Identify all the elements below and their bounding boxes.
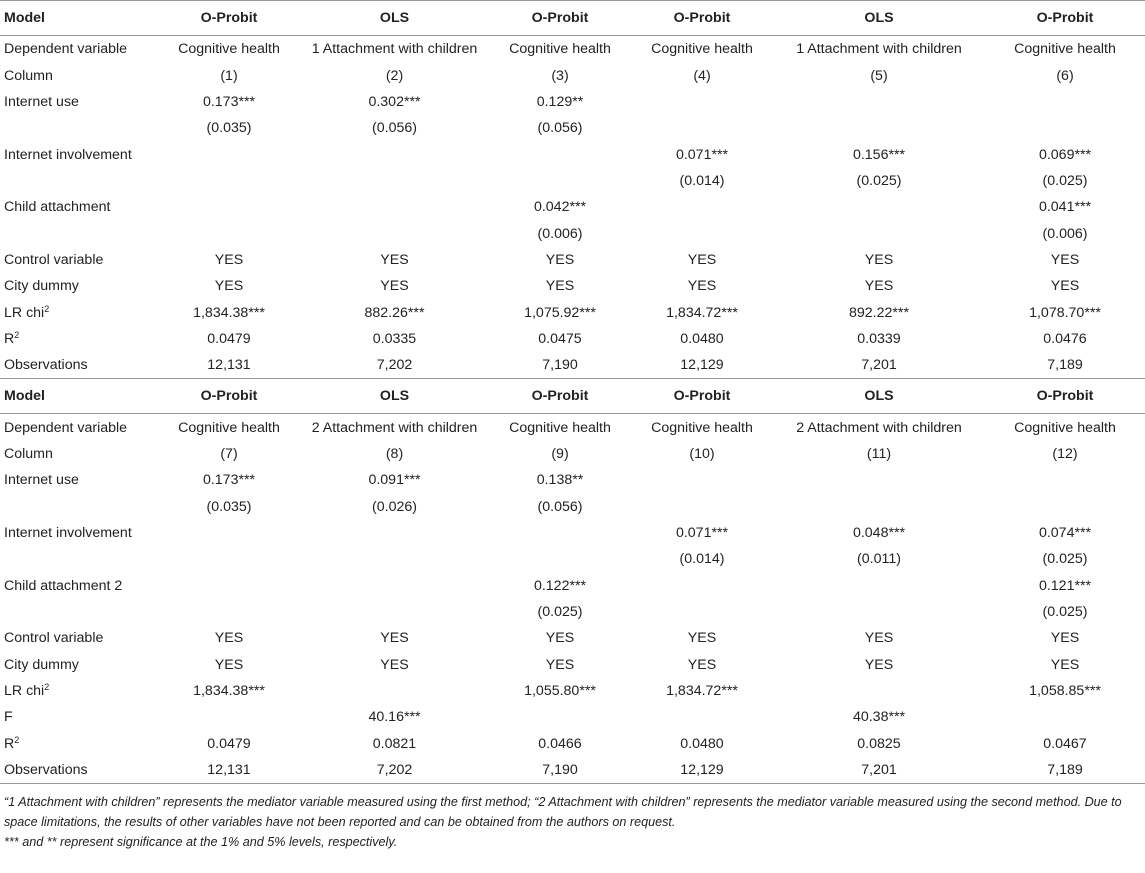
model-label: Model bbox=[4, 388, 45, 405]
value-cell: 0.042*** bbox=[533, 199, 587, 216]
model-type-cell: O-Probit bbox=[158, 1, 300, 36]
row-label-text: City dummy bbox=[4, 656, 79, 673]
value-cell bbox=[985, 467, 1145, 493]
value-cell: YES bbox=[214, 656, 244, 673]
value-cell: 882.26*** bbox=[364, 304, 425, 321]
value-cell: (0.035) bbox=[206, 498, 252, 515]
value-cell: 1,834.72*** bbox=[666, 304, 738, 321]
value-cell: 0.069*** bbox=[1038, 146, 1092, 163]
value-cell bbox=[773, 599, 985, 625]
value-cell: (0.035) bbox=[206, 120, 252, 137]
value-cell bbox=[489, 546, 631, 572]
row-label-text: Dependent variable bbox=[4, 419, 128, 436]
value-cell: 7,201 bbox=[773, 757, 985, 784]
row-label bbox=[0, 573, 158, 599]
value-cell: 0.071*** bbox=[675, 525, 729, 542]
value-cell bbox=[158, 599, 300, 625]
value-cell: (7) bbox=[220, 445, 238, 462]
superscript-two: 2 bbox=[14, 329, 20, 340]
row-label bbox=[0, 299, 158, 325]
row-label-text: Internet use bbox=[4, 93, 79, 110]
value-cell bbox=[158, 520, 300, 546]
row-label-text: Child attachment 2 bbox=[4, 577, 123, 594]
value-cell: YES bbox=[380, 630, 409, 647]
row-label-text: Child attachment bbox=[4, 199, 111, 216]
value-cell: 7,202 bbox=[376, 357, 413, 374]
table-row bbox=[0, 62, 1145, 88]
value-cell: (10) bbox=[689, 445, 715, 462]
value-cell bbox=[631, 194, 773, 220]
value-cell bbox=[300, 546, 489, 572]
table-footnotes bbox=[4, 792, 1140, 852]
value-cell: 1,834.38*** bbox=[193, 683, 265, 700]
table-row bbox=[0, 625, 1145, 651]
value-cell: 12,129 bbox=[631, 757, 773, 784]
value-cell: YES bbox=[687, 656, 717, 673]
value-cell bbox=[631, 115, 773, 141]
value-cell: (11) bbox=[866, 445, 892, 462]
value-cell bbox=[300, 220, 489, 246]
value-cell: YES bbox=[864, 251, 894, 268]
value-cell: 0.074*** bbox=[1038, 525, 1092, 542]
value-cell bbox=[773, 678, 985, 704]
value-cell: 7,190 bbox=[489, 757, 631, 784]
value-cell bbox=[631, 89, 773, 115]
row-label bbox=[0, 599, 158, 625]
value-cell: 0.0467 bbox=[1043, 735, 1087, 752]
value-cell: 0.0335 bbox=[372, 330, 417, 347]
row-label-text: R bbox=[4, 330, 15, 347]
table-row bbox=[0, 352, 1145, 379]
value-cell bbox=[489, 168, 631, 194]
value-cell: 40.16*** bbox=[368, 709, 421, 726]
table-row bbox=[0, 494, 1145, 520]
value-cell: 2 Attachment with children bbox=[311, 419, 478, 436]
value-cell: YES bbox=[864, 278, 894, 295]
table-row bbox=[0, 36, 1145, 63]
value-cell: 1,834.38*** bbox=[193, 304, 265, 321]
value-cell: (1) bbox=[220, 67, 238, 84]
value-cell: 0.071*** bbox=[675, 146, 729, 163]
value-cell: 0.0475 bbox=[538, 330, 582, 347]
row-label-text: Internet use bbox=[4, 472, 79, 489]
value-cell: 1,075.92*** bbox=[524, 304, 596, 321]
value-cell bbox=[158, 141, 300, 167]
value-cell: 0.173*** bbox=[202, 472, 256, 489]
table-row bbox=[0, 441, 1145, 467]
row-label bbox=[0, 494, 158, 520]
value-cell: (0.014) bbox=[679, 172, 725, 189]
row-label-text: Control variable bbox=[4, 251, 104, 268]
value-cell: 7,189 bbox=[985, 757, 1145, 784]
value-cell: 1,058.85*** bbox=[1029, 683, 1101, 700]
value-cell: 0.129** bbox=[536, 93, 584, 110]
superscript-two: 2 bbox=[44, 303, 50, 314]
value-cell: (0.025) bbox=[856, 172, 902, 189]
row-label bbox=[0, 115, 158, 141]
value-cell: (0.025) bbox=[1042, 551, 1088, 568]
value-cell bbox=[773, 115, 985, 141]
row-label-text: Dependent variable bbox=[4, 41, 128, 58]
table-row bbox=[0, 731, 1145, 757]
value-cell: Cognitive health bbox=[651, 41, 753, 58]
value-cell: (4) bbox=[693, 67, 711, 84]
table-row bbox=[0, 194, 1145, 220]
value-cell: 0.0821 bbox=[372, 735, 417, 752]
model-type-cell: O-Probit bbox=[489, 1, 631, 36]
value-cell: (12) bbox=[1052, 445, 1078, 462]
value-cell: (0.025) bbox=[537, 604, 583, 621]
value-cell: YES bbox=[380, 251, 409, 268]
value-cell bbox=[631, 494, 773, 520]
value-cell bbox=[631, 220, 773, 246]
table-row bbox=[0, 520, 1145, 546]
value-cell: 7,190 bbox=[542, 357, 578, 374]
value-cell: 1 Attachment with children bbox=[311, 41, 478, 58]
row-label-text: Observations bbox=[4, 357, 88, 374]
value-cell: (5) bbox=[870, 67, 888, 84]
value-cell bbox=[773, 220, 985, 246]
value-cell: (0.056) bbox=[537, 120, 583, 137]
row-label-text: R bbox=[4, 735, 15, 752]
value-cell bbox=[631, 467, 773, 493]
value-cell: (0.011) bbox=[857, 551, 901, 568]
row-label bbox=[0, 441, 158, 467]
value-cell: 1,834.72*** bbox=[666, 683, 738, 700]
value-cell bbox=[985, 115, 1145, 141]
value-cell: 0.121*** bbox=[1038, 577, 1092, 594]
value-cell: YES bbox=[1050, 251, 1080, 268]
table-row bbox=[0, 220, 1145, 246]
value-cell bbox=[773, 494, 985, 520]
value-cell bbox=[631, 573, 773, 599]
row-label bbox=[0, 194, 158, 220]
row-label bbox=[0, 652, 158, 678]
value-cell bbox=[631, 704, 773, 730]
value-cell: YES bbox=[380, 278, 409, 295]
value-cell bbox=[489, 141, 631, 167]
value-cell: YES bbox=[545, 278, 575, 295]
value-cell: YES bbox=[687, 251, 717, 268]
table-row bbox=[0, 247, 1145, 273]
value-cell: 0.122*** bbox=[533, 577, 587, 594]
row-label bbox=[0, 168, 158, 194]
value-cell: 0.0480 bbox=[680, 735, 724, 752]
value-cell bbox=[631, 599, 773, 625]
row-label-text: Column bbox=[4, 67, 53, 84]
value-cell: 0.041*** bbox=[1038, 199, 1092, 216]
table-row bbox=[0, 299, 1145, 325]
table-row bbox=[0, 414, 1145, 441]
value-cell bbox=[773, 89, 985, 115]
model-label: Model bbox=[0, 1, 158, 36]
value-cell: 0.0480 bbox=[680, 330, 724, 347]
row-label bbox=[0, 62, 158, 88]
value-cell bbox=[773, 573, 985, 599]
value-cell: YES bbox=[1050, 278, 1080, 295]
row-label bbox=[0, 273, 158, 299]
row-label-text: Observations bbox=[4, 762, 88, 779]
model-type-cell: O-Probit bbox=[1036, 388, 1094, 405]
row-label-text: LR chi bbox=[4, 304, 45, 321]
value-cell: Cognitive health bbox=[509, 419, 611, 436]
value-cell bbox=[300, 599, 489, 625]
table-row bbox=[0, 573, 1145, 599]
table-row bbox=[0, 168, 1145, 194]
value-cell bbox=[158, 704, 300, 730]
value-cell: (0.025) bbox=[1042, 604, 1088, 621]
table-row bbox=[0, 599, 1145, 625]
row-label bbox=[0, 625, 158, 651]
table-row bbox=[0, 652, 1145, 678]
value-cell bbox=[300, 678, 489, 704]
value-cell: Cognitive health bbox=[178, 41, 280, 58]
model-type-cell: O-Probit bbox=[673, 388, 731, 405]
value-cell: YES bbox=[864, 656, 894, 673]
value-cell: YES bbox=[214, 630, 244, 647]
value-cell: YES bbox=[545, 251, 575, 268]
footnote-mediator: “1 Attachment with children” represents the mediator variable measured using the first method; “2 Attachment with children” represents the mediator variable measured using the second method. Due to space limitations, the results of other variables have not been reported and can be obtained from the authors on request. bbox=[4, 795, 1122, 829]
model-type-cell: O-Probit bbox=[200, 388, 258, 405]
value-cell: YES bbox=[1050, 656, 1080, 673]
row-label bbox=[0, 220, 158, 246]
value-cell: 40.38*** bbox=[852, 709, 906, 726]
row-label bbox=[0, 141, 158, 167]
row-label bbox=[0, 247, 158, 273]
model-type-cell: OLS bbox=[773, 1, 985, 36]
row-label-text: Column bbox=[4, 445, 53, 462]
row-label bbox=[0, 89, 158, 115]
value-cell: (0.056) bbox=[537, 498, 583, 515]
row-label-text: Internet involvement bbox=[4, 146, 132, 163]
model-type-cell: OLS bbox=[864, 388, 894, 405]
value-cell bbox=[300, 194, 489, 220]
value-cell: 0.091*** bbox=[368, 472, 421, 489]
row-label bbox=[0, 326, 158, 352]
table-row bbox=[0, 141, 1145, 167]
table-row bbox=[0, 757, 1145, 784]
value-cell: YES bbox=[1050, 630, 1080, 647]
table-row bbox=[0, 467, 1145, 493]
row-label bbox=[0, 678, 158, 704]
table-row bbox=[0, 678, 1145, 704]
value-cell: 0.302*** bbox=[368, 93, 421, 110]
value-cell: 7,202 bbox=[300, 757, 489, 784]
value-cell: YES bbox=[545, 630, 575, 647]
table-row bbox=[0, 89, 1145, 115]
value-cell bbox=[158, 220, 300, 246]
row-label-text: Control variable bbox=[4, 630, 104, 647]
value-cell bbox=[985, 704, 1145, 730]
value-cell: 1 Attachment with children bbox=[796, 41, 962, 58]
row-label-text: LR chi bbox=[4, 683, 45, 700]
value-cell: (3) bbox=[551, 67, 569, 84]
value-cell: 1,055.80*** bbox=[524, 683, 596, 700]
value-cell: Cognitive health bbox=[1014, 419, 1116, 436]
value-cell: 0.0466 bbox=[538, 735, 582, 752]
value-cell bbox=[300, 520, 489, 546]
value-cell: 7,189 bbox=[1047, 357, 1083, 374]
value-cell: (6) bbox=[1056, 67, 1074, 84]
model-type-cell: O-Probit bbox=[531, 388, 589, 405]
table-row bbox=[0, 273, 1145, 299]
row-label bbox=[0, 352, 158, 379]
row-label-text: Internet involvement bbox=[4, 525, 132, 542]
table-row bbox=[0, 704, 1145, 730]
value-cell: 0.138** bbox=[536, 472, 584, 489]
model-type-cell: O-Probit bbox=[985, 1, 1145, 36]
value-cell: 12,131 bbox=[207, 357, 251, 374]
row-label bbox=[0, 731, 158, 757]
value-cell: YES bbox=[380, 656, 409, 673]
row-label bbox=[0, 467, 158, 493]
value-cell bbox=[158, 168, 300, 194]
table-row bbox=[0, 115, 1145, 141]
value-cell bbox=[985, 89, 1145, 115]
value-cell: (0.025) bbox=[1042, 172, 1088, 189]
model-header-row bbox=[0, 1, 1145, 36]
row-label bbox=[0, 546, 158, 572]
row-label bbox=[0, 36, 158, 63]
value-cell bbox=[773, 467, 985, 493]
value-cell: (0.026) bbox=[372, 498, 417, 515]
value-cell: 0.0825 bbox=[857, 735, 901, 752]
value-cell: (9) bbox=[551, 445, 569, 462]
value-cell bbox=[985, 494, 1145, 520]
value-cell: 0.0339 bbox=[857, 330, 901, 347]
value-cell: YES bbox=[687, 630, 717, 647]
value-cell: 12,129 bbox=[680, 357, 724, 374]
value-cell: (2) bbox=[385, 67, 404, 84]
value-cell bbox=[773, 194, 985, 220]
value-cell: YES bbox=[687, 278, 717, 295]
value-cell bbox=[300, 168, 489, 194]
superscript-two: 2 bbox=[14, 734, 20, 745]
value-cell: Cognitive health bbox=[651, 419, 753, 436]
value-cell: Cognitive health bbox=[1014, 41, 1116, 58]
model-type-cell: OLS bbox=[300, 1, 489, 36]
value-cell: YES bbox=[545, 656, 575, 673]
superscript-two: 2 bbox=[44, 682, 50, 693]
row-label bbox=[0, 414, 158, 441]
value-cell: (0.014) bbox=[679, 551, 725, 568]
model-type-cell: OLS bbox=[379, 388, 410, 405]
value-cell: 892.22*** bbox=[849, 304, 909, 321]
value-cell: Cognitive health bbox=[509, 41, 611, 58]
value-cell: 0.048*** bbox=[852, 525, 906, 542]
row-label bbox=[0, 757, 158, 784]
value-cell: 0.156*** bbox=[852, 146, 906, 163]
value-cell: 2 Attachment with children bbox=[796, 419, 962, 436]
model-type-cell: O-Probit bbox=[631, 1, 773, 36]
value-cell: 0.173*** bbox=[202, 93, 256, 110]
value-cell bbox=[158, 573, 300, 599]
value-cell: 0.0479 bbox=[207, 330, 251, 347]
value-cell: 0.0479 bbox=[207, 735, 251, 752]
value-cell: YES bbox=[864, 630, 894, 647]
value-cell: Cognitive health bbox=[178, 419, 280, 436]
value-cell: 12,131 bbox=[158, 757, 300, 784]
footnote-significance: *** and ** represent significance at the 1% and 5% levels, respectively. bbox=[4, 835, 398, 849]
value-cell bbox=[300, 573, 489, 599]
value-cell: 1,078.70*** bbox=[1029, 304, 1101, 321]
table-row bbox=[0, 326, 1145, 352]
value-cell: 0.0476 bbox=[1043, 330, 1087, 347]
value-cell: YES bbox=[214, 251, 244, 268]
value-cell: 7,201 bbox=[861, 357, 897, 374]
value-cell: (0.056) bbox=[372, 120, 417, 137]
table-body bbox=[0, 1, 1145, 784]
row-label bbox=[0, 520, 158, 546]
value-cell: (8) bbox=[385, 445, 404, 462]
row-label bbox=[0, 704, 158, 730]
value-cell bbox=[489, 520, 631, 546]
value-cell bbox=[300, 141, 489, 167]
value-cell: YES bbox=[214, 278, 244, 295]
row-label-text: City dummy bbox=[4, 278, 79, 295]
value-cell bbox=[158, 194, 300, 220]
table-row bbox=[0, 546, 1145, 572]
row-label-text: F bbox=[4, 709, 13, 726]
value-cell bbox=[158, 546, 300, 572]
value-cell: (0.006) bbox=[537, 225, 583, 242]
model-header-row bbox=[0, 379, 1145, 414]
value-cell bbox=[489, 704, 631, 730]
value-cell: (0.006) bbox=[1042, 225, 1088, 242]
